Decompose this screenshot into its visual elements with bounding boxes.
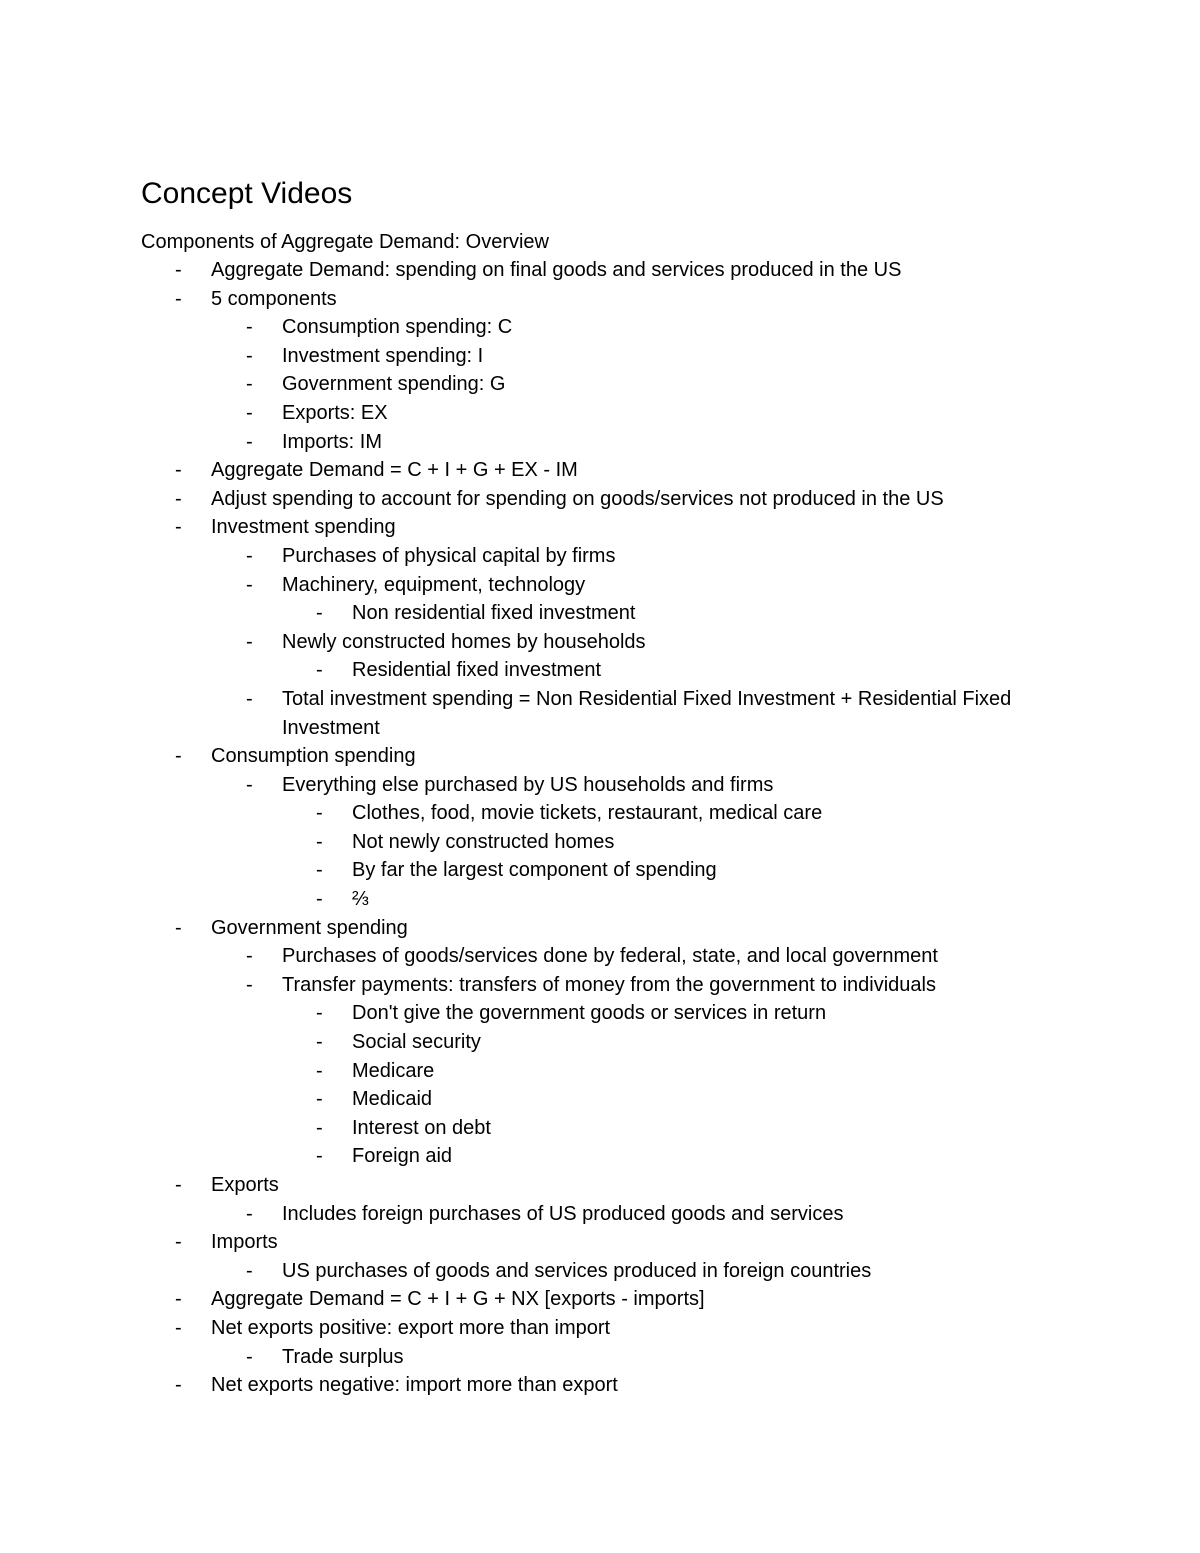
bullet-dash: - — [175, 1316, 182, 1339]
bullet-dash: - — [246, 1259, 253, 1282]
list-item-text: Residential fixed investment — [352, 659, 602, 682]
bullet-dash: - — [246, 373, 253, 396]
list-item-text: Everything else purchased by US households and firms — [282, 773, 774, 796]
list-item-text: Foreign aid — [352, 1145, 453, 1168]
list-item — [0, 1142, 1200, 1171]
bullet-outline — [0, 256, 1200, 1400]
list-item-text: Net exports negative: import more than export — [211, 1374, 618, 1397]
list-item-text: Government spending: G — [282, 373, 506, 396]
list-item-text: Exports — [211, 1174, 279, 1196]
list-item — [0, 399, 1200, 428]
list-item-text: Social security — [352, 1031, 481, 1054]
list-item — [0, 856, 1200, 885]
list-item-text: Government spending — [211, 916, 408, 939]
list-item — [0, 1343, 1200, 1372]
page-title: Concept Videos — [141, 177, 353, 210]
bullet-dash: - — [246, 573, 253, 596]
bullet-dash: - — [246, 687, 253, 710]
list-item-text: Transfer payments: transfers of money from the government to individuals — [282, 973, 936, 996]
list-item-text: Includes foreign purchases of US produced goods and services — [282, 1202, 844, 1225]
list-item — [0, 1371, 1200, 1400]
list-item-text: Imports — [211, 1231, 278, 1254]
bullet-dash: - — [316, 602, 323, 625]
bullet-dash: - — [246, 945, 253, 968]
list-item-text: Investment spending — [211, 516, 396, 539]
bullet-dash: - — [246, 1345, 253, 1368]
list-item — [0, 1028, 1200, 1057]
list-item — [0, 285, 1200, 314]
list-item-text: Investment spending: I — [282, 344, 484, 367]
list-item-text: Not newly constructed homes — [352, 830, 615, 853]
list-item — [0, 1200, 1200, 1229]
list-item — [0, 571, 1200, 600]
list-item — [0, 971, 1200, 1000]
list-item-text: Don't give the government goods or services in return — [352, 1002, 827, 1025]
list-item-text: Aggregate Demand = C + I + G + NX [exports - imports] — [211, 1288, 705, 1311]
list-item — [0, 1285, 1200, 1314]
bullet-dash: - — [246, 316, 253, 339]
list-item-text: Newly constructed homes by households — [282, 630, 646, 653]
list-item-text: Total investment spending = Non Residential Fixed Investment + Residential Fixed Investment — [282, 687, 1012, 739]
bullet-dash: - — [316, 1031, 323, 1054]
list-item-text: Medicaid — [352, 1088, 433, 1111]
section-heading: Components of Aggregate Demand: Overview — [141, 231, 549, 253]
bullet-dash: - — [316, 1145, 323, 1168]
bullet-dash: - — [316, 859, 323, 882]
list-item-text: Imports: IM — [282, 430, 383, 453]
list-item — [0, 256, 1200, 285]
list-item — [0, 742, 1200, 771]
bullet-dash: - — [246, 401, 253, 424]
bullet-dash: - — [316, 830, 323, 853]
list-item-text: Aggregate Demand: spending on final goods and services produced in the US — [211, 259, 902, 281]
list-item — [0, 513, 1200, 542]
bullet-dash: - — [175, 516, 182, 539]
bullet-dash: - — [175, 1374, 182, 1397]
list-item — [0, 628, 1200, 657]
list-item — [0, 1314, 1200, 1343]
list-item — [0, 1257, 1200, 1286]
bullet-dash: - — [175, 459, 182, 482]
list-item — [0, 914, 1200, 943]
list-item — [0, 428, 1200, 457]
list-item-text: Machinery, equipment, technology — [282, 573, 586, 596]
bullet-dash: - — [175, 259, 182, 281]
bullet-dash: - — [316, 1116, 323, 1139]
list-item — [0, 771, 1200, 800]
list-item-text: Adjust spending to account for spending on goods/services not produced in the US — [211, 487, 944, 510]
list-item — [0, 942, 1200, 971]
bullet-dash: - — [175, 287, 182, 310]
list-item — [0, 799, 1200, 828]
bullet-dash: - — [175, 487, 182, 510]
list-item — [0, 370, 1200, 399]
list-item — [0, 828, 1200, 857]
list-item — [0, 599, 1200, 628]
list-item-text: ⅔ — [352, 888, 369, 911]
bullet-dash: - — [316, 1059, 323, 1082]
list-item-text: Trade surplus — [282, 1345, 404, 1368]
list-item — [0, 1057, 1200, 1086]
bullet-dash: - — [246, 544, 253, 567]
bullet-dash: - — [316, 659, 323, 682]
list-item — [0, 656, 1200, 685]
bullet-dash: - — [175, 1288, 182, 1311]
list-item-text: Interest on debt — [352, 1116, 491, 1139]
list-item — [0, 1085, 1200, 1114]
bullet-dash: - — [175, 745, 182, 768]
list-item-text: Aggregate Demand = C + I + G + EX - IM — [211, 459, 578, 482]
bullet-dash: - — [316, 1002, 323, 1025]
bullet-dash: - — [246, 773, 253, 796]
list-item-text: By far the largest component of spending — [352, 859, 717, 882]
list-item — [0, 1114, 1200, 1143]
list-item — [0, 1171, 1200, 1200]
list-item-text: Consumption spending — [211, 745, 416, 768]
list-item — [0, 999, 1200, 1028]
list-item-text: 5 components — [211, 287, 337, 310]
bullet-dash: - — [175, 1231, 182, 1254]
list-item — [0, 313, 1200, 342]
list-item — [0, 342, 1200, 371]
bullet-dash: - — [246, 344, 253, 367]
bullet-dash: - — [316, 888, 323, 911]
list-item-text: Non residential fixed investment — [352, 602, 636, 625]
list-item — [0, 685, 1200, 742]
bullet-dash: - — [246, 630, 253, 653]
list-item-text: Consumption spending: C — [282, 316, 513, 339]
list-item-text: Clothes, food, movie tickets, restaurant, medical care — [352, 802, 823, 825]
list-item-text: Net exports positive: export more than import — [211, 1316, 611, 1339]
list-item-text: Purchases of goods/services done by federal, state, and local government — [282, 945, 938, 968]
list-item — [0, 885, 1200, 914]
list-item — [0, 542, 1200, 571]
bullet-dash: - — [246, 973, 253, 996]
list-item — [0, 485, 1200, 514]
bullet-dash: - — [316, 802, 323, 825]
bullet-dash: - — [246, 430, 253, 453]
list-item-text: Exports: EX — [282, 401, 388, 424]
bullet-dash: - — [175, 1174, 182, 1196]
list-item-text: US purchases of goods and services produced in foreign countries — [282, 1259, 872, 1282]
bullet-dash: - — [316, 1088, 323, 1111]
bullet-dash: - — [175, 916, 182, 939]
bullet-dash: - — [246, 1202, 253, 1225]
list-item-text: Medicare — [352, 1059, 435, 1082]
list-item-text: Purchases of physical capital by firms — [282, 544, 616, 567]
list-item — [0, 456, 1200, 485]
list-item — [0, 1228, 1200, 1257]
